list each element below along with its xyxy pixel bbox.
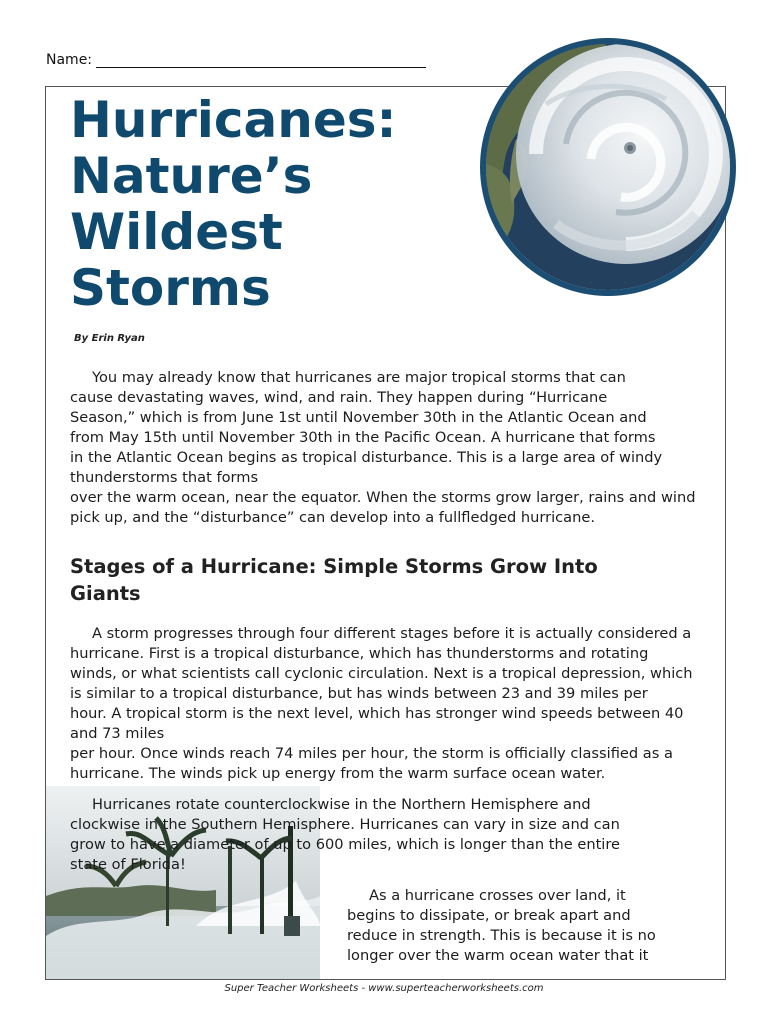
name-field-row bbox=[46, 52, 426, 68]
text-line: is similar to a tropical disturbance, but has winds between 23 and 39 miles per bbox=[70, 685, 648, 702]
text-line: cause devastating waves, wind, and rain. They happen during “Hurricane bbox=[70, 389, 608, 406]
heading-line: Giants bbox=[70, 582, 141, 605]
text-line: A storm progresses through four different stages before it is actually considered a bbox=[92, 625, 692, 642]
text-line: and 73 miles bbox=[70, 725, 165, 742]
page-title bbox=[70, 92, 470, 316]
text-line: winds, or what scientists call cyclonic circulation. Next is a tropical depression, which bbox=[70, 665, 693, 682]
title-line: Nature’s bbox=[70, 147, 313, 205]
text-line: state of Florida! bbox=[70, 856, 186, 873]
text-line: begins to dissipate, or break apart and bbox=[347, 907, 631, 924]
text-line: hour. A tropical storm is the next level, which has stronger wind speeds between 40 bbox=[70, 705, 684, 722]
footer-credit: Super Teacher Worksheets - www.superteacherworksheets.com bbox=[224, 983, 544, 994]
text-line: pick up, and the “disturbance” can develop into a fullfledged hurricane. bbox=[70, 509, 595, 526]
name-label: Name: bbox=[46, 52, 93, 68]
title-line: Hurricanes: bbox=[70, 91, 397, 149]
intro-paragraph bbox=[70, 368, 695, 528]
text-line: over the warm ocean, near the equator. When the storms grow larger, rains and wind bbox=[70, 489, 696, 506]
text-line: Season,” which is from June 1st until November 30th in the Atlantic Ocean and bbox=[70, 409, 647, 426]
text-line: longer over the warm ocean water that it bbox=[347, 947, 649, 964]
text-line: per hour. Once winds reach 74 miles per hour, the storm is officially classified as a bbox=[70, 745, 673, 762]
landfall-paragraph bbox=[347, 886, 656, 966]
text-line: hurricane. The winds pick up energy from the warm surface ocean water. bbox=[70, 765, 606, 782]
byline: By Erin Ryan bbox=[74, 333, 145, 344]
text-line: in the Atlantic Ocean begins as tropical disturbance. This is a large area of windy bbox=[70, 449, 663, 466]
text-line: clockwise in the Southern Hemisphere. Hurricanes can vary in size and can bbox=[70, 816, 620, 833]
stages-paragraph bbox=[70, 624, 693, 784]
section-heading bbox=[70, 553, 690, 607]
title-line: Wildest bbox=[70, 203, 283, 261]
name-blank-line[interactable] bbox=[96, 53, 426, 68]
text-line: from May 15th until November 30th in the Pacific Ocean. A hurricane that forms bbox=[70, 429, 656, 446]
hurricane-satellite-image bbox=[480, 38, 736, 296]
text-line: hurricane. First is a tropical disturbance, which has thunderstorms and rotating bbox=[70, 645, 649, 662]
title-line: Storms bbox=[70, 259, 271, 317]
heading-line: Stages of a Hurricane: Simple Storms Grow Into bbox=[70, 555, 598, 578]
rotation-paragraph bbox=[70, 795, 620, 875]
text-line: reduce in strength. This is because it is no bbox=[347, 927, 656, 944]
satellite-illustration bbox=[486, 44, 730, 290]
text-line: You may already know that hurricanes are major tropical storms that can bbox=[92, 369, 626, 386]
text-line: grow to have a diameter of up to 600 miles, which is longer than the entire bbox=[70, 836, 621, 853]
text-line: Hurricanes rotate counterclockwise in the Northern Hemisphere and bbox=[92, 796, 591, 813]
text-line: As a hurricane crosses over land, it bbox=[369, 887, 626, 904]
text-line: thunderstorms that forms bbox=[70, 469, 259, 486]
